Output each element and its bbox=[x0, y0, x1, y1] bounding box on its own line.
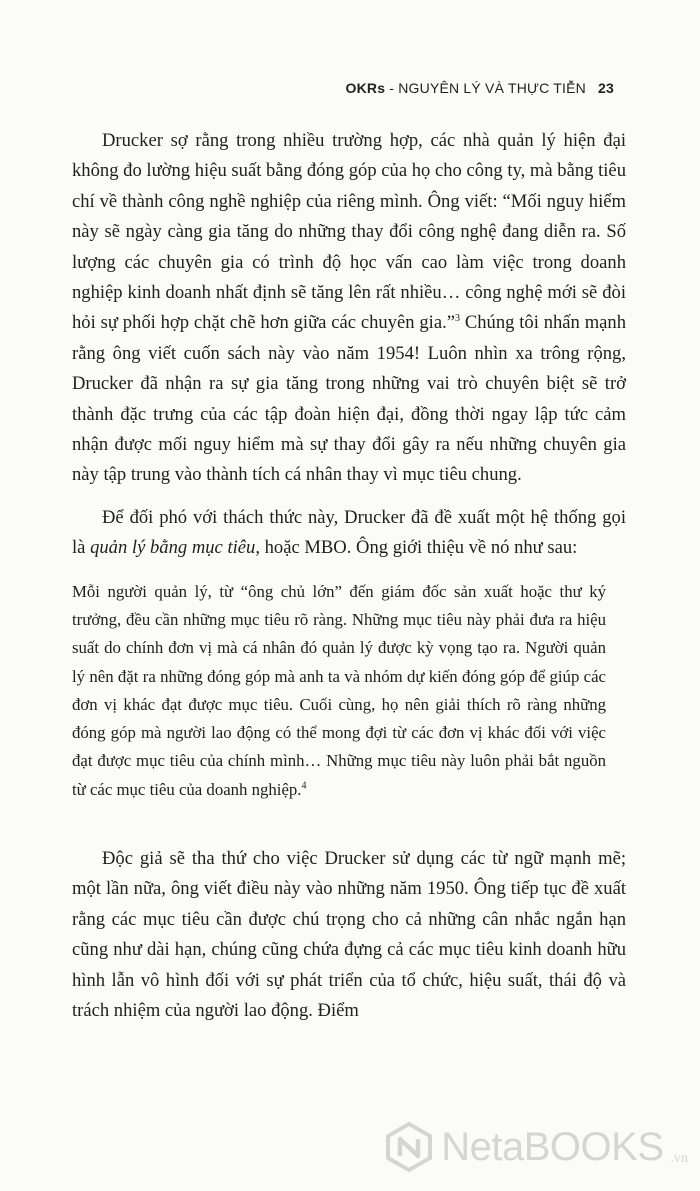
netabooks-logo-icon bbox=[383, 1121, 435, 1173]
body-text bbox=[72, 126, 626, 1027]
footnote-ref-3: 3 bbox=[454, 313, 460, 325]
book-title-bold: OKRs bbox=[345, 80, 386, 96]
watermark-brand: NetaBOOKS bbox=[441, 1124, 664, 1169]
paragraph-2-end: , hoặc MBO. Ông giới thiệu về nó như sau: bbox=[255, 537, 578, 559]
paragraph-2 bbox=[72, 503, 626, 564]
quote-body: Mỗi người quản lý, từ “ông chủ lớn” đến giám đốc sản xuất hoặc thư ký trưởng, đều cần những mục tiêu rõ ràng. Những mục tiêu này phải đưa ra hiệu suất do chính đơn vị mà cá nhân đó quản lý được kỳ vọng tạo ra. Người quản lý nên đặt ra những đóng góp mà anh ta và nhóm dự kiến đóng góp để giúp các đơn vị khác đạt được mục tiêu. Cuối cùng, họ nên giải thích rõ ràng những đóng góp mà người lao động có thể mong đợi từ các đơn vị khác đối với việc đạt được mục tiêu của chính mình… Những mục tiêu này luôn phải bắt nguồn từ các mục tiêu của doanh nghiệp. bbox=[72, 581, 606, 799]
paragraph-1-tail: Chúng tôi nhấn mạnh rằng ông viết cuốn sách này vào năm 1954! Luôn nhìn xa trông rộng, Drucker đã nhận ra sự gia tăng trong những vai trò chuyên biệt sẽ trở thành đặc trưng của các tập đoàn hiện đại, đồng thời ngay lập tức cảm nhận được mối nguy hiểm mà sự thay đổi gây ra nếu những chuyên gia này tập trung vào thành tích cá nhân thay vì mục tiêu chung. bbox=[72, 312, 626, 486]
book-title-rest: - NGUYÊN LÝ VÀ THỰC TIỄN bbox=[385, 80, 586, 96]
watermark bbox=[383, 1117, 688, 1177]
paragraph-2-start: Để đối phó với thách thức này, Drucker đã đề xuất một hệ thống gọi là bbox=[72, 506, 626, 559]
paragraph-2-italic: quản lý bằng mục tiêu bbox=[90, 537, 256, 559]
book-title bbox=[345, 80, 586, 96]
page-number: 23 bbox=[598, 80, 614, 96]
footnote-ref-4: 4 bbox=[301, 780, 307, 792]
paragraph-1 bbox=[72, 126, 626, 491]
running-header bbox=[0, 78, 700, 102]
quote-text bbox=[72, 578, 606, 804]
block-quote bbox=[72, 578, 626, 804]
paragraph-3: Độc giả sẽ tha thứ cho việc Drucker sử dụng các từ ngữ mạnh mẽ; một lần nữa, ông viết điều này vào những năm 1950. Ông tiếp tục đề xuất rằng các mục tiêu cần được chú trọng cho cả những cân nhắc ngắn hạn cũng như dài hạn, chúng cũng chứa đựng cả các mục tiêu kinh doanh hữu hình lẫn vô hình đối với sự phát triển của tổ chức, hiệu suất, thái độ và trách nhiệm của người lao động. Điểm bbox=[72, 848, 626, 1022]
paragraph-1-text: Drucker sợ rằng trong nhiều trường hợp, các nhà quản lý hiện đại không đo lường hiệu suất bằng đóng góp của họ cho công ty, mà bằng tiêu chí về thành công nghề nghiệp của riêng mình. Ông viết: “Mối nguy hiểm này sẽ ngày càng gia tăng do những thay đổi công nghệ đang diễn ra. Số lượng các chuyên gia có trình độ học vấn cao làm việc trong doanh nghiệp kinh doanh nhất định sẽ tăng lên rất nhiều… công nghệ mới sẽ đòi hỏi sự phối hợp chặt chẽ hơn giữa các chuyên gia.” bbox=[72, 130, 626, 334]
watermark-suffix: .vn bbox=[670, 1151, 688, 1166]
